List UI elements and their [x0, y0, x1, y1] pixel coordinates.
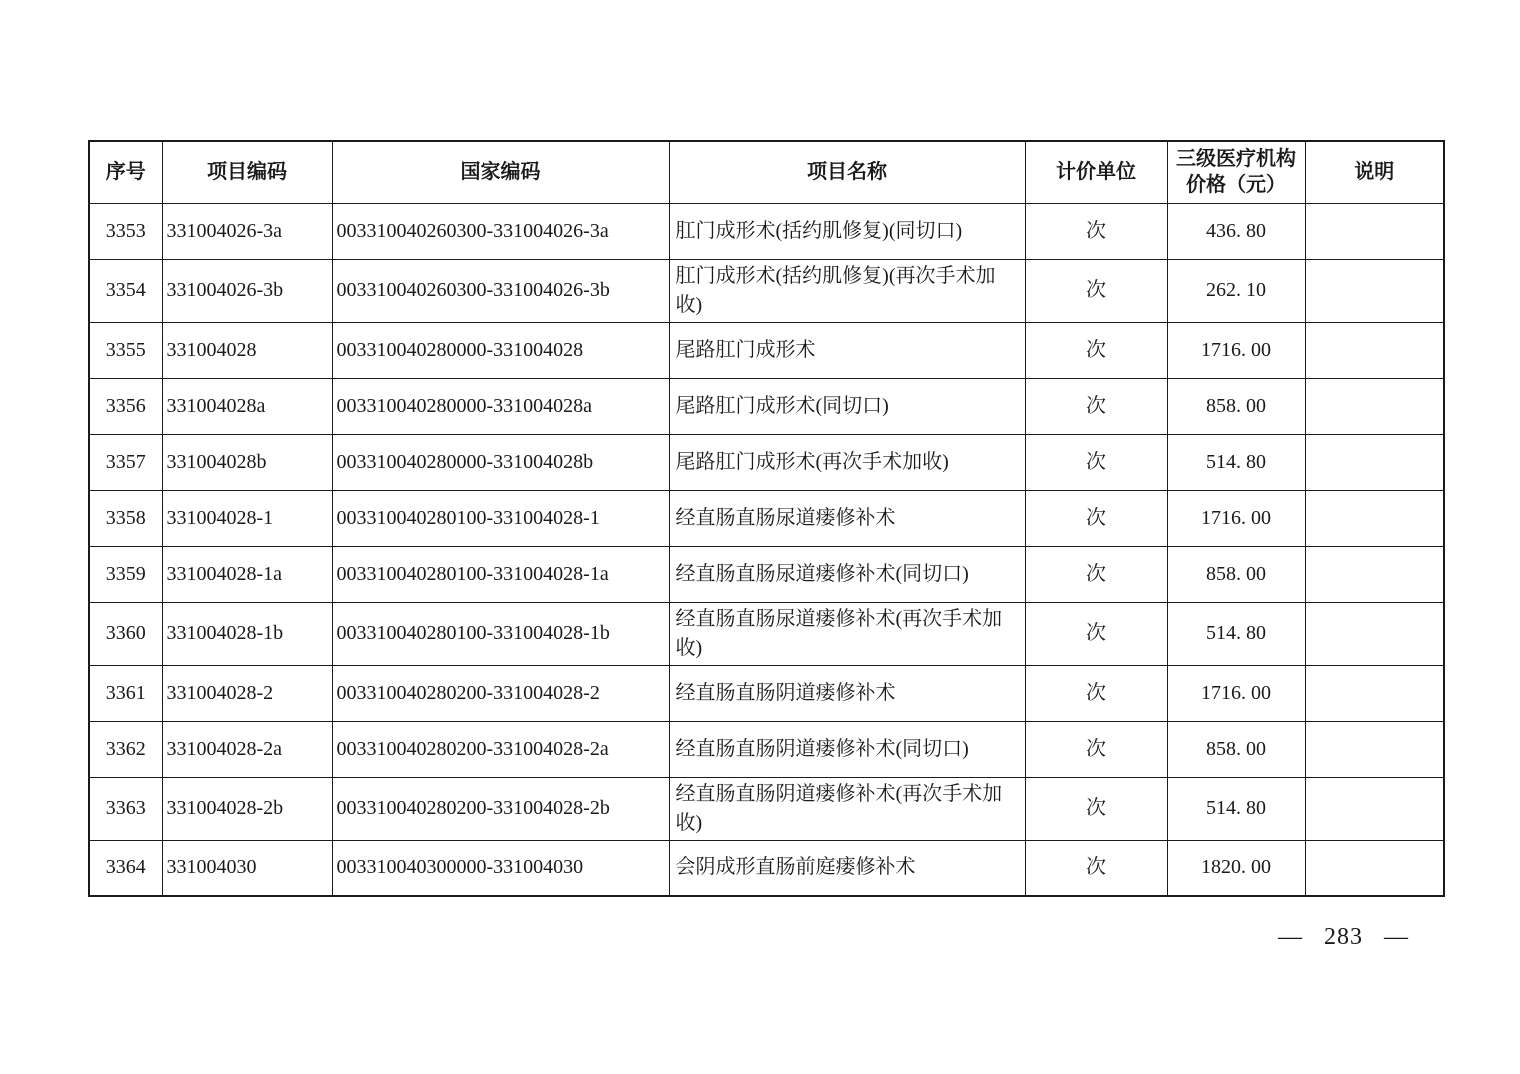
- cell-national-code: 003310040300000-331004030: [332, 840, 669, 896]
- cell-national-code: 003310040280000-331004028b: [332, 434, 669, 490]
- cell-index: 3357: [89, 434, 162, 490]
- cell-project-name: 经直肠直肠尿道瘘修补术: [669, 490, 1025, 546]
- table-row: [89, 665, 1444, 721]
- cell-project-code: 331004030: [162, 840, 332, 896]
- header-price: 三级医疗机构价格（元）: [1167, 141, 1305, 203]
- cell-note: [1305, 203, 1444, 259]
- cell-unit: 次: [1025, 602, 1167, 665]
- cell-unit: 次: [1025, 546, 1167, 602]
- cell-project-name: 会阴成形直肠前庭瘘修补术: [669, 840, 1025, 896]
- header-row: [89, 141, 1444, 203]
- cell-national-code: 003310040280100-331004028-1a: [332, 546, 669, 602]
- cell-note: [1305, 259, 1444, 322]
- cell-project-code: 331004028-2b: [162, 777, 332, 840]
- header-note: 说明: [1305, 141, 1444, 203]
- cell-price: 858. 00: [1167, 721, 1305, 777]
- table-header: [89, 141, 1444, 203]
- cell-project-code: 331004028-2: [162, 665, 332, 721]
- cell-index: 3362: [89, 721, 162, 777]
- cell-index: 3356: [89, 378, 162, 434]
- cell-project-name: 肛门成形术(括约肌修复)(同切口): [669, 203, 1025, 259]
- cell-project-name: 尾路肛门成形术(同切口): [669, 378, 1025, 434]
- table-row: [89, 322, 1444, 378]
- cell-project-name: 经直肠直肠尿道瘘修补术(同切口): [669, 546, 1025, 602]
- cell-index: 3363: [89, 777, 162, 840]
- cell-price: 858. 00: [1167, 378, 1305, 434]
- cell-national-code: 003310040280100-331004028-1: [332, 490, 669, 546]
- cell-project-code: 331004028-1a: [162, 546, 332, 602]
- page-number: — 283 —: [1278, 924, 1409, 950]
- cell-project-code: 331004028-1: [162, 490, 332, 546]
- cell-project-name: 经直肠直肠尿道瘘修补术(再次手术加收): [669, 602, 1025, 665]
- cell-price: 514. 80: [1167, 602, 1305, 665]
- cell-index: 3361: [89, 665, 162, 721]
- cell-national-code: 003310040280200-331004028-2: [332, 665, 669, 721]
- cell-project-code: 331004028b: [162, 434, 332, 490]
- price-table-body: [89, 203, 1444, 896]
- cell-unit: 次: [1025, 665, 1167, 721]
- header-project-code: 项目编码: [162, 141, 332, 203]
- table-row: [89, 602, 1444, 665]
- cell-project-code: 331004028-2a: [162, 721, 332, 777]
- cell-note: [1305, 490, 1444, 546]
- cell-national-code: 003310040260300-331004026-3b: [332, 259, 669, 322]
- cell-index: 3360: [89, 602, 162, 665]
- cell-project-name: 经直肠直肠阴道瘘修补术(同切口): [669, 721, 1025, 777]
- header-project-name: 项目名称: [669, 141, 1025, 203]
- cell-note: [1305, 665, 1444, 721]
- table-row: [89, 203, 1444, 259]
- cell-national-code: 003310040280000-331004028: [332, 322, 669, 378]
- cell-unit: 次: [1025, 840, 1167, 896]
- table-row: [89, 259, 1444, 322]
- header-national-code: 国家编码: [332, 141, 669, 203]
- cell-price: 1716. 00: [1167, 665, 1305, 721]
- cell-note: [1305, 777, 1444, 840]
- cell-price: 514. 80: [1167, 434, 1305, 490]
- table-row: [89, 490, 1444, 546]
- cell-index: 3353: [89, 203, 162, 259]
- cell-unit: 次: [1025, 203, 1167, 259]
- table-row: [89, 434, 1444, 490]
- cell-unit: 次: [1025, 721, 1167, 777]
- cell-price: 1820. 00: [1167, 840, 1305, 896]
- table-row: [89, 777, 1444, 840]
- document-page: [88, 140, 1445, 897]
- cell-project-code: 331004028: [162, 322, 332, 378]
- cell-note: [1305, 721, 1444, 777]
- cell-project-name: 尾路肛门成形术: [669, 322, 1025, 378]
- cell-national-code: 003310040280100-331004028-1b: [332, 602, 669, 665]
- cell-project-name: 尾路肛门成形术(再次手术加收): [669, 434, 1025, 490]
- table-row: [89, 721, 1444, 777]
- cell-project-code: 331004026-3b: [162, 259, 332, 322]
- table-row: [89, 840, 1444, 896]
- cell-project-code: 331004026-3a: [162, 203, 332, 259]
- cell-price: 858. 00: [1167, 546, 1305, 602]
- cell-unit: 次: [1025, 322, 1167, 378]
- cell-project-code: 331004028a: [162, 378, 332, 434]
- cell-project-code: 331004028-1b: [162, 602, 332, 665]
- cell-unit: 次: [1025, 490, 1167, 546]
- cell-note: [1305, 322, 1444, 378]
- header-index: 序号: [89, 141, 162, 203]
- cell-price: 1716. 00: [1167, 490, 1305, 546]
- cell-national-code: 003310040280200-331004028-2a: [332, 721, 669, 777]
- cell-note: [1305, 434, 1444, 490]
- cell-index: 3364: [89, 840, 162, 896]
- cell-unit: 次: [1025, 434, 1167, 490]
- cell-note: [1305, 602, 1444, 665]
- cell-price: 1716. 00: [1167, 322, 1305, 378]
- cell-price: 262. 10: [1167, 259, 1305, 322]
- cell-project-name: 肛门成形术(括约肌修复)(再次手术加收): [669, 259, 1025, 322]
- cell-national-code: 003310040260300-331004026-3a: [332, 203, 669, 259]
- table-row: [89, 546, 1444, 602]
- cell-note: [1305, 378, 1444, 434]
- cell-index: 3355: [89, 322, 162, 378]
- cell-project-name: 经直肠直肠阴道瘘修补术(再次手术加收): [669, 777, 1025, 840]
- cell-unit: 次: [1025, 259, 1167, 322]
- cell-price: 436. 80: [1167, 203, 1305, 259]
- cell-national-code: 003310040280200-331004028-2b: [332, 777, 669, 840]
- table-row: [89, 378, 1444, 434]
- cell-index: 3358: [89, 490, 162, 546]
- cell-index: 3354: [89, 259, 162, 322]
- cell-unit: 次: [1025, 777, 1167, 840]
- header-unit: 计价单位: [1025, 141, 1167, 203]
- medical-price-table: [88, 140, 1445, 897]
- cell-national-code: 003310040280000-331004028a: [332, 378, 669, 434]
- cell-note: [1305, 840, 1444, 896]
- cell-unit: 次: [1025, 378, 1167, 434]
- cell-price: 514. 80: [1167, 777, 1305, 840]
- cell-note: [1305, 546, 1444, 602]
- cell-index: 3359: [89, 546, 162, 602]
- cell-project-name: 经直肠直肠阴道瘘修补术: [669, 665, 1025, 721]
